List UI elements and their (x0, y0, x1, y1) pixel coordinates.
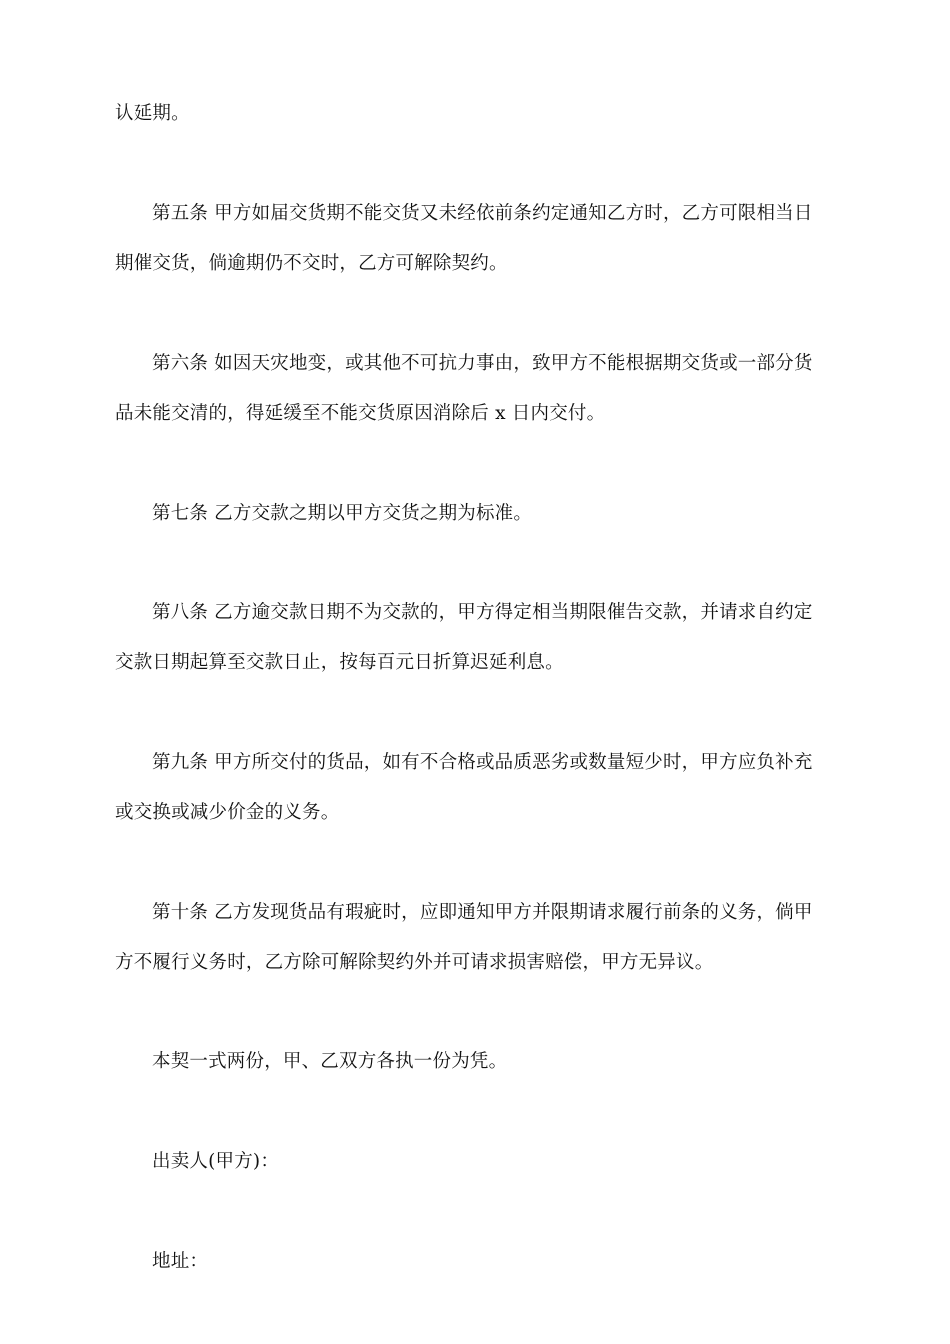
copies-clause: 本契一式两份，甲、乙双方各执一份为凭。 (152, 1051, 508, 1072)
article-10-line-2: 方不履行义务时，乙方除可解除契约外并可请求损害赔偿，甲方无异议。 (115, 952, 714, 973)
seller-label: 出卖人(甲方)： (152, 1151, 280, 1172)
article-10-line-1: 第十条 乙方发现货品有瑕疵时，应即通知甲方并限期请求履行前条的义务，倘甲 (152, 902, 813, 923)
article-6-line-2: 品未能交清的，得延缓至不能交货原因消除后 x 日内交付。 (115, 403, 606, 424)
article-5-line-1: 第五条 甲方如届交货期不能交货又未经依前条约定通知乙方时，乙方可限相当日 (152, 203, 813, 224)
article-8-line-1: 第八条 乙方逾交款日期不为交款的，甲方得定相当期限催告交款，并请求自约定 (152, 602, 813, 623)
article-9-line-2: 或交换或减少价金的义务。 (115, 802, 340, 823)
address-label: 地址： (152, 1251, 209, 1272)
article-5-line-2: 期催交货，倘逾期仍不交时，乙方可解除契约。 (115, 253, 508, 274)
article-8-line-2: 交款日期起算至交款日止，按每百元日折算迟延利息。 (115, 652, 564, 673)
article-9-line-1: 第九条 甲方所交付的货品，如有不合格或品质恶劣或数量短少时，甲方应负补充 (152, 752, 813, 773)
article-6-line-1: 第六条 如因天灾地变，或其他不可抗力事由，致甲方不能根据期交货或一部分货 (152, 353, 813, 374)
article-7-line-1: 第七条 乙方交款之期以甲方交货之期为标准。 (152, 503, 533, 524)
text-line-continuation: 认延期。 (115, 103, 190, 124)
